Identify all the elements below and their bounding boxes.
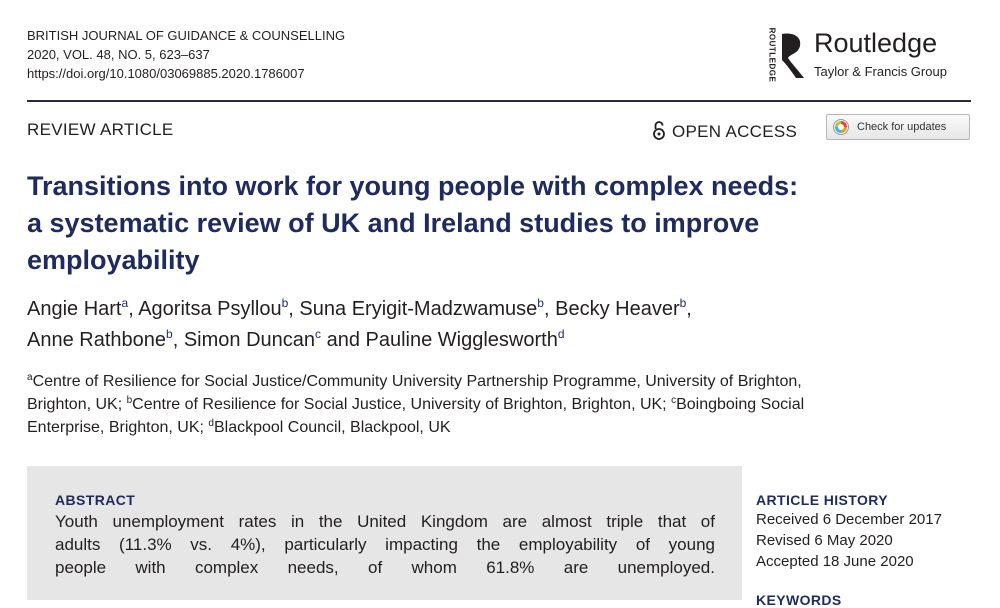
article-title (27, 168, 967, 279)
open-access-text: OPEN ACCESS (672, 122, 798, 141)
author-name[interactable]: Pauline Wigglesworth (365, 329, 558, 351)
article-history-heading: ARTICLE HISTORY (756, 492, 889, 508)
history-item: Accepted 18 June 2020 (756, 553, 914, 570)
doi-link[interactable]: https://doi.org/10.1080/03069885.2020.1786007 (27, 66, 305, 81)
crossmark-icon (833, 119, 849, 135)
affiliation-text: Centre of Resilience for Social Justice/Community University Partnership Programme, University of Brighton, (32, 373, 802, 390)
author-list (27, 294, 967, 356)
author-name[interactable]: Suna Eryigit-Madzwamuse (299, 298, 538, 320)
routledge-mark-icon (778, 30, 808, 82)
open-access-label (652, 120, 797, 142)
affiliation-marker: c (671, 395, 677, 406)
affiliation-text: Blackpool Council, Blackpool, UK (213, 419, 451, 436)
affiliation-marker: a (121, 296, 129, 310)
article-type: REVIEW ARTICLE (27, 120, 174, 139)
affiliation-text: Brighton, UK; (27, 396, 127, 413)
author-separator: , (172, 329, 184, 351)
publisher-group: Taylor & Francis Group (814, 64, 947, 79)
affiliation-marker: d (557, 327, 565, 341)
affiliation-line (27, 370, 967, 393)
affiliations (27, 370, 967, 439)
abstract-heading: ABSTRACT (55, 492, 136, 508)
title-line: employability (27, 245, 200, 275)
check-for-updates-label: Check for updates (857, 121, 947, 133)
title-line: Transitions into work for young people with complex needs: (27, 171, 799, 201)
author-line (27, 294, 967, 325)
author-separator: , (288, 298, 300, 320)
affiliation-marker: d (208, 418, 214, 429)
keywords-heading: KEYWORDS (756, 592, 842, 608)
check-for-updates-button[interactable] (826, 114, 970, 140)
abstract-line: people with complex needs, of whom 61.8% are unemployed. (55, 558, 715, 577)
affiliation-text: Centre of Resilience for Social Justice, University of Brighton, Brighton, UK; (132, 396, 672, 413)
publisher-logo (760, 26, 972, 84)
author-separator: , (686, 298, 692, 320)
affiliation-marker: a (27, 372, 33, 383)
affiliation-marker: b (537, 296, 544, 310)
publisher-name: Routledge (814, 28, 938, 58)
affiliation-line (27, 416, 967, 439)
abstract-line: Youth unemployment rates in the United Kingdom are almost triple that of (55, 512, 715, 531)
author-separator: , (543, 298, 556, 320)
author-name[interactable]: Becky Heaver (555, 298, 680, 320)
abstract-text (55, 510, 715, 579)
affiliation-marker: b (166, 327, 173, 341)
affiliation-marker: b (126, 395, 133, 406)
header-divider (27, 100, 971, 102)
affiliation-marker: c (315, 327, 322, 341)
open-lock-icon (652, 120, 666, 140)
abstract-box (27, 466, 742, 600)
author-separator: and (321, 329, 366, 351)
affiliation-marker: b (281, 296, 289, 310)
journal-name: BRITISH JOURNAL OF GUIDANCE & COUNSELLING (27, 28, 346, 43)
author-name[interactable]: Agoritsa Psyllou (138, 298, 282, 320)
history-item: Revised 6 May 2020 (756, 532, 893, 549)
author-name[interactable]: Angie Hart (27, 298, 122, 320)
affiliation-text: Enterprise, Brighton, UK; (27, 419, 209, 436)
affiliation-text: Boingboing Social (676, 396, 805, 413)
author-name[interactable]: Simon Duncan (183, 329, 316, 351)
affiliation-line (27, 393, 967, 416)
journal-citation: 2020, VOL. 48, NO. 5, 623–637 (27, 47, 210, 62)
abstract-line: adults (11.3% vs. 4%), particularly impacting the employability of young (55, 535, 715, 554)
article-history (756, 492, 976, 572)
affiliation-marker: b (679, 296, 687, 310)
author-name[interactable]: Anne Rathbone (27, 329, 167, 351)
history-item: Received 6 December 2017 (756, 511, 942, 528)
author-line (27, 325, 967, 356)
title-line: a systematic review of UK and Ireland studies to improve (27, 208, 760, 238)
journal-info (27, 26, 345, 83)
author-separator: , (128, 298, 139, 320)
publisher-vertical-label: ROUTLEDGE (767, 27, 777, 83)
